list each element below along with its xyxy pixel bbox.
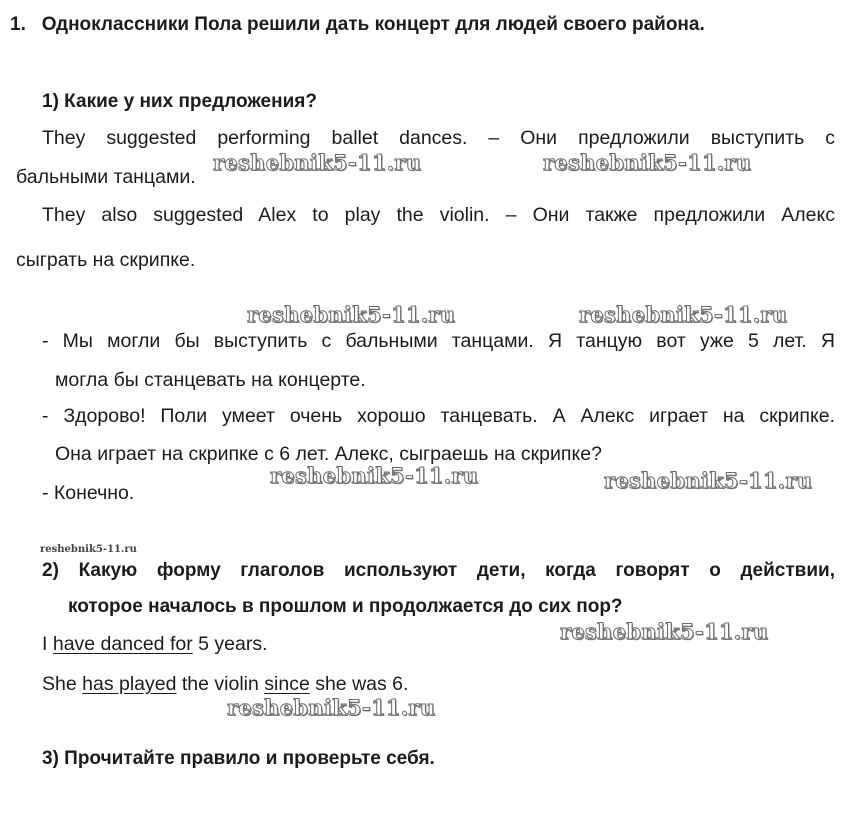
underlined-word: since bbox=[264, 673, 310, 695]
q3-heading: 3) Прочитайте правило и проверьте себя. bbox=[42, 748, 435, 769]
q2-example1: I have danced for 5 years. bbox=[42, 633, 268, 655]
watermark-small: reshebnik5-11.ru bbox=[40, 544, 137, 555]
q2-heading-line1: 2) Какую форму глаголов используют дети, когда говорят о действии, bbox=[42, 560, 835, 581]
watermark: reshebnik5-11.ru bbox=[270, 463, 479, 488]
dialogue-line1a: - Мы могли бы выступить с бальными танцами. Я танцую вот уже 5 лет. Я bbox=[42, 330, 835, 352]
task-title: Одноклассники Пола решили дать концерт для людей своего района. bbox=[41, 14, 705, 35]
task-number: 1. bbox=[10, 14, 26, 35]
q1-answer1-line2: бальными танцами. bbox=[16, 166, 196, 188]
q2-heading-line2: которое началось в прошлом и продолжается до сих пор? bbox=[68, 596, 623, 617]
watermark: reshebnik5-11.ru bbox=[213, 150, 422, 175]
dialogue-line3: - Конечно. bbox=[42, 482, 135, 504]
q1-heading: 1) Какие у них предложения? bbox=[42, 91, 317, 112]
watermark: reshebnik5-11.ru bbox=[604, 468, 813, 493]
task-title-line bbox=[10, 14, 705, 36]
q1-answer2-line1: They also suggested Alex to play the violin. – Они также предложили Алекс bbox=[42, 204, 835, 226]
dialogue-line2b: Она играет на скрипке с 6 лет. Алекс, сыграешь на скрипке? bbox=[55, 443, 602, 465]
underlined-phrase: has played bbox=[82, 673, 177, 695]
underlined-phrase: have danced for bbox=[52, 633, 193, 655]
q1-answer1-line1: They suggested performing ballet dances. – Они предложили выступить с bbox=[42, 127, 835, 149]
watermark: reshebnik5-11.ru bbox=[227, 695, 436, 720]
dialogue-line1b: могла бы станцевать на концерте. bbox=[55, 369, 366, 391]
q2-example2: She has played the violin since she was 6. bbox=[42, 673, 409, 695]
q1-answer2-line2: сыграть на скрипке. bbox=[16, 249, 196, 271]
watermark: reshebnik5-11.ru bbox=[560, 619, 769, 644]
watermark: reshebnik5-11.ru bbox=[543, 150, 752, 175]
watermark: reshebnik5-11.ru bbox=[579, 302, 788, 327]
dialogue-line2a: - Здорово! Поли умеет очень хорошо танцевать. А Алекс играет на скрипке. bbox=[42, 405, 835, 427]
watermark: reshebnik5-11.ru bbox=[247, 302, 456, 327]
